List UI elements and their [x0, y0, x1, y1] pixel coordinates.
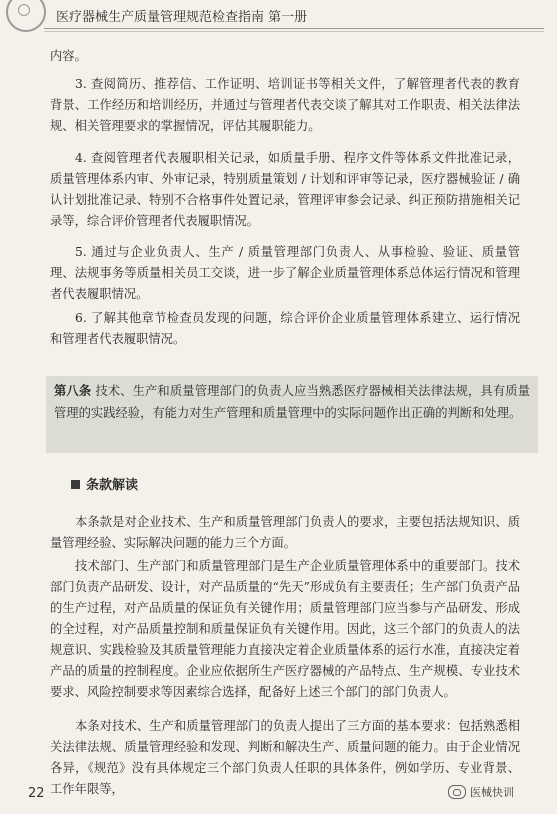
section-title: 条款解读 [86, 478, 139, 493]
watermark [448, 784, 514, 800]
paragraph-item-6: 6. 了解其他章节检查员发现的问题，综合评价企业质量管理体系建立、运行情况和管理者代表履职情况。 [50, 311, 520, 346]
watermark-label: 医械快训 [470, 786, 514, 799]
section-square-icon [71, 480, 80, 489]
body-paragraph-3: 本条对技术、生产和质量管理部门的负责人提出了三方面的基本要求：包括熟悉相关法律法规、质量管理经验和发现、判断和解决生产、质量问题的能力。由于企业情况各异，《规范》没有具体规定三个部门负责人任职的具体条件，例如学历、专业背景、工作年限等， [50, 719, 520, 796]
paragraph-item-4: 4. 查阅管理者代表履职相关记录，如质量手册、程序文件等体系文件批准记录，质量管理体系内审、外审记录，特别质量策划 / 计划和评审等记录，医疗器械验证 / 确认计划批准记录、特别不合格事件处置记录，管理评审参会记录、纠正预防措施相关记录等，综合评价管理者代表履职情况。 [50, 151, 520, 228]
chat-bubble-icon [448, 785, 466, 799]
paragraph-continuation: 内容。 [50, 49, 87, 63]
running-header-title: 医疗器械生产质量管理规范检查指南 第一册 [56, 10, 308, 25]
body-paragraph-2: 技术部门、生产部门和质量管理部门是生产企业质量管理体系中的重要部门。技术部门负责产品研发、设计，对产品质量的“先天”形成负有主要责任；生产部门负责产品的生产过程，对产品质量的保证负有关键作用；质量管理部门应当参与产品研发、形成的全过程，对产品质量控制和质量保证负有关键作用。因此，这三个部门的负责人的法规意识、实践检验及其质量管理能力直接决定着企业质量体系的运行水准，直接决定着产品的质量的控制程度。企业应依据所生产医疗器械的产品特点、生产规模、专业技术要求、风险控制要求等因素综合选择，配备好上述三个部门的部门负责人。 [50, 559, 520, 699]
page-header [0, 0, 557, 34]
page-number: 22 [28, 786, 45, 801]
body-paragraph-1: 本条款是对企业技术、生产和质量管理部门负责人的要求，主要包括法规知识、质量管理经验、实际解决问题的能力三个方面。 [50, 515, 520, 550]
article-box [46, 376, 538, 453]
header-rule-secondary [44, 31, 544, 32]
article-text: 技术、生产和质量管理部门的负责人应当熟悉医疗器械相关法律法规，具有质量管理的实践经验，有能力对生产管理和质量管理中的实际问题作出正确的判断和处理。 [54, 384, 530, 420]
header-rule [44, 28, 544, 29]
header-ornament-dot [18, 4, 30, 16]
paragraph-item-5: 5. 通过与企业负责人、生产 / 质量管理部门负责人、从事检验、验证、质量管理、法规事务等质量相关员工交谈，进一步了解企业质量管理体系总体运行情况和管理者代表履职情况。 [50, 245, 520, 301]
article-text-block [54, 380, 530, 424]
paragraph-item-3: 3. 查阅简历、推荐信、工作证明、培训证书等相关文件，了解管理者代表的教育背景、工作经历和培训经历，并通过与管理者代表交谈了解其对工作职责、相关法律法规、相关管理要求的掌握情况，评估其履职能力。 [50, 77, 520, 133]
article-number: 第八条 [54, 384, 92, 398]
